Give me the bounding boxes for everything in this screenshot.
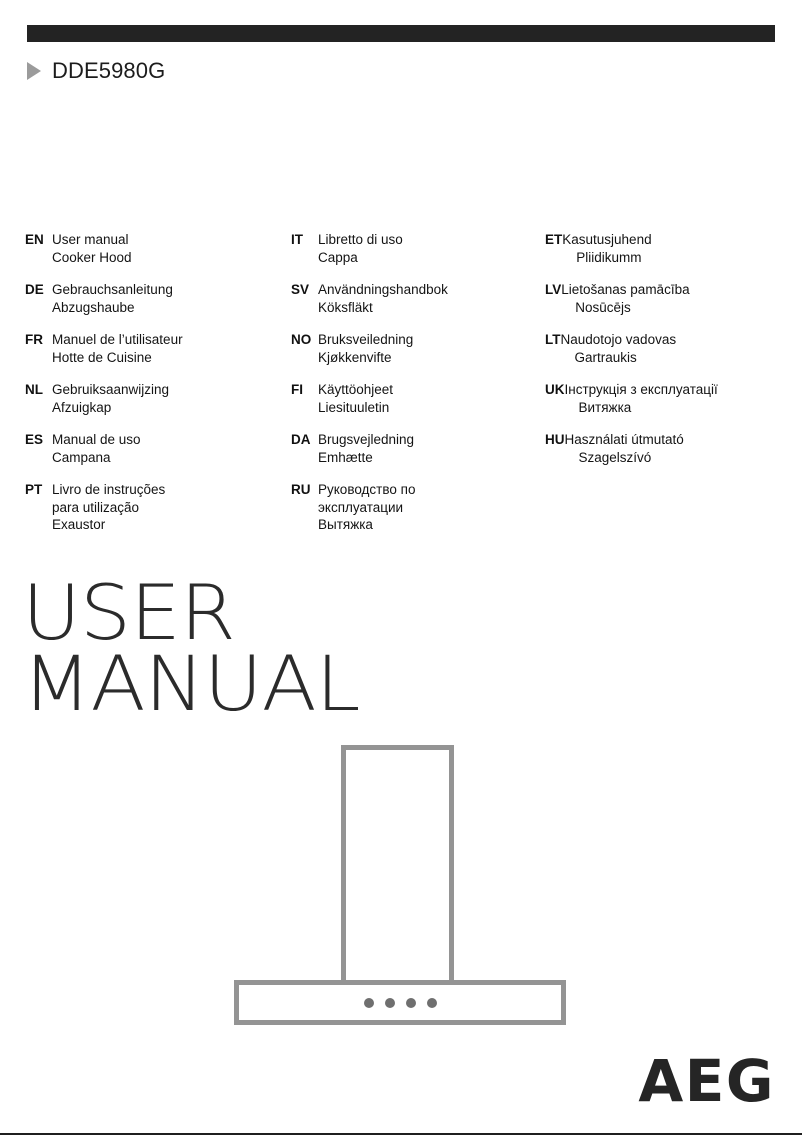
language-title (52, 281, 287, 316)
language-title-line: Användningshandbok (318, 282, 448, 297)
language-entry-lt (545, 331, 777, 366)
language-code: FI (291, 382, 303, 397)
hood-chimney (341, 745, 454, 990)
language-title-line: Campana (52, 449, 111, 465)
language-entry-en (25, 231, 287, 266)
language-code: NL (25, 382, 43, 397)
language-entry-et (545, 231, 777, 266)
language-entry-uk (545, 381, 777, 416)
language-entry-pt (25, 481, 287, 534)
hood-control-button (406, 998, 416, 1008)
language-code: LT (545, 332, 561, 347)
aeg-logo: AEG (638, 1047, 775, 1115)
language-title-line: Kjøkkenvifte (318, 349, 392, 365)
language-title-line: Használati útmutató (564, 432, 684, 447)
hood-control-button (385, 998, 395, 1008)
language-title (318, 481, 541, 534)
language-title-line: User manual (52, 232, 129, 247)
language-title (318, 281, 541, 316)
wordmark-line-1: USER (22, 568, 235, 657)
language-code: NO (291, 332, 312, 347)
language-code: SV (291, 282, 310, 297)
language-title-line: Libretto di uso (318, 232, 403, 247)
language-title-line: Gebrauchsanleitung (52, 282, 173, 297)
language-title-line: Afzuigkap (52, 399, 112, 415)
language-code: FR (25, 332, 43, 347)
language-entry-sv (291, 281, 541, 316)
language-code: HU (545, 432, 565, 447)
hood-control-button (427, 998, 437, 1008)
language-entry-hu (545, 431, 777, 466)
language-title-line: Szagelszívó (578, 449, 652, 465)
language-title-line: Інструкція з експлуатації (564, 382, 718, 397)
language-title (318, 381, 541, 416)
language-title (52, 331, 287, 366)
language-title-line: Gebruiksaanwijzing (52, 382, 170, 397)
language-title-line: Brugsvejledning (318, 432, 415, 447)
language-title-line: Gartraukis (574, 349, 637, 365)
model-line (27, 60, 165, 82)
language-title (52, 481, 287, 534)
triangle-right-icon (27, 62, 41, 80)
language-title (562, 231, 777, 266)
cooker-hood-illustration (225, 735, 575, 1025)
language-code: LV (545, 282, 562, 297)
language-code: ES (25, 432, 44, 447)
hood-canopy (234, 980, 566, 1025)
language-title-line: Витяжка (578, 399, 632, 415)
language-code: ET (545, 232, 563, 247)
language-column-2 (291, 231, 541, 549)
language-entry-it (291, 231, 541, 266)
language-entry-de (25, 281, 287, 316)
language-code: IT (291, 232, 303, 247)
language-code: UK (545, 382, 565, 397)
language-title-line: Вытяжка (318, 517, 373, 532)
language-entry-lv (545, 281, 777, 316)
wordmark-line-2: MANUAL (22, 638, 360, 728)
language-entry-es (25, 431, 287, 466)
language-title-line: Manual de uso (52, 432, 141, 447)
language-code: DA (291, 432, 311, 447)
language-entry-no (291, 331, 541, 366)
language-title-line: Exaustor (52, 517, 106, 532)
language-title-line: Cappa (318, 249, 358, 265)
user-manual-wordmark (22, 568, 360, 728)
language-title-line: Köksfläkt (318, 299, 373, 315)
language-title-line: Hotte de Cuisine (52, 349, 152, 365)
language-title-line: Kasutusjuhend (562, 232, 652, 247)
model-name: DDE5980G (52, 58, 166, 83)
language-title (52, 431, 287, 466)
language-title-line: Abzugshaube (52, 299, 135, 315)
language-title (565, 381, 778, 416)
language-title (318, 431, 541, 466)
language-title (561, 331, 778, 366)
language-title (561, 281, 777, 316)
language-title-line: Nosūcējs (575, 299, 631, 315)
language-title (318, 331, 541, 366)
language-title-line: Pliidikumm (576, 249, 642, 265)
page-bottom-rule (0, 1133, 802, 1135)
language-title-line: Cooker Hood (52, 249, 132, 265)
language-code: EN (25, 232, 44, 247)
language-title-line: эксплуатации (318, 499, 404, 515)
language-code: PT (25, 482, 43, 497)
language-column-3 (545, 231, 777, 481)
language-title (318, 231, 541, 266)
language-title-line: Bruksveiledning (318, 332, 414, 347)
hood-control-button (364, 998, 374, 1008)
language-column-1 (25, 231, 287, 549)
language-title-line: Emhætte (318, 449, 373, 465)
language-entry-fi (291, 381, 541, 416)
language-title (565, 431, 778, 466)
language-entry-ru (291, 481, 541, 534)
language-title-line: Manuel de l’utilisateur (52, 332, 183, 347)
language-title-line: Руководство по (318, 482, 416, 497)
header-rule (27, 25, 775, 42)
language-title-line: Livro de instruções (52, 482, 166, 497)
language-title (52, 381, 287, 416)
language-entry-nl (25, 381, 287, 416)
language-title (52, 231, 287, 266)
language-title-line: para utilização (52, 499, 140, 515)
language-title-line: Käyttöohjeet (318, 382, 394, 397)
language-code: DE (25, 282, 44, 297)
language-entry-fr (25, 331, 287, 366)
language-title-line: Lietošanas pamācība (561, 282, 690, 297)
language-code: RU (291, 482, 311, 497)
language-title-line: Liesituuletin (318, 399, 390, 415)
language-title-line: Naudotojo vadovas (560, 332, 677, 347)
language-entry-da (291, 431, 541, 466)
